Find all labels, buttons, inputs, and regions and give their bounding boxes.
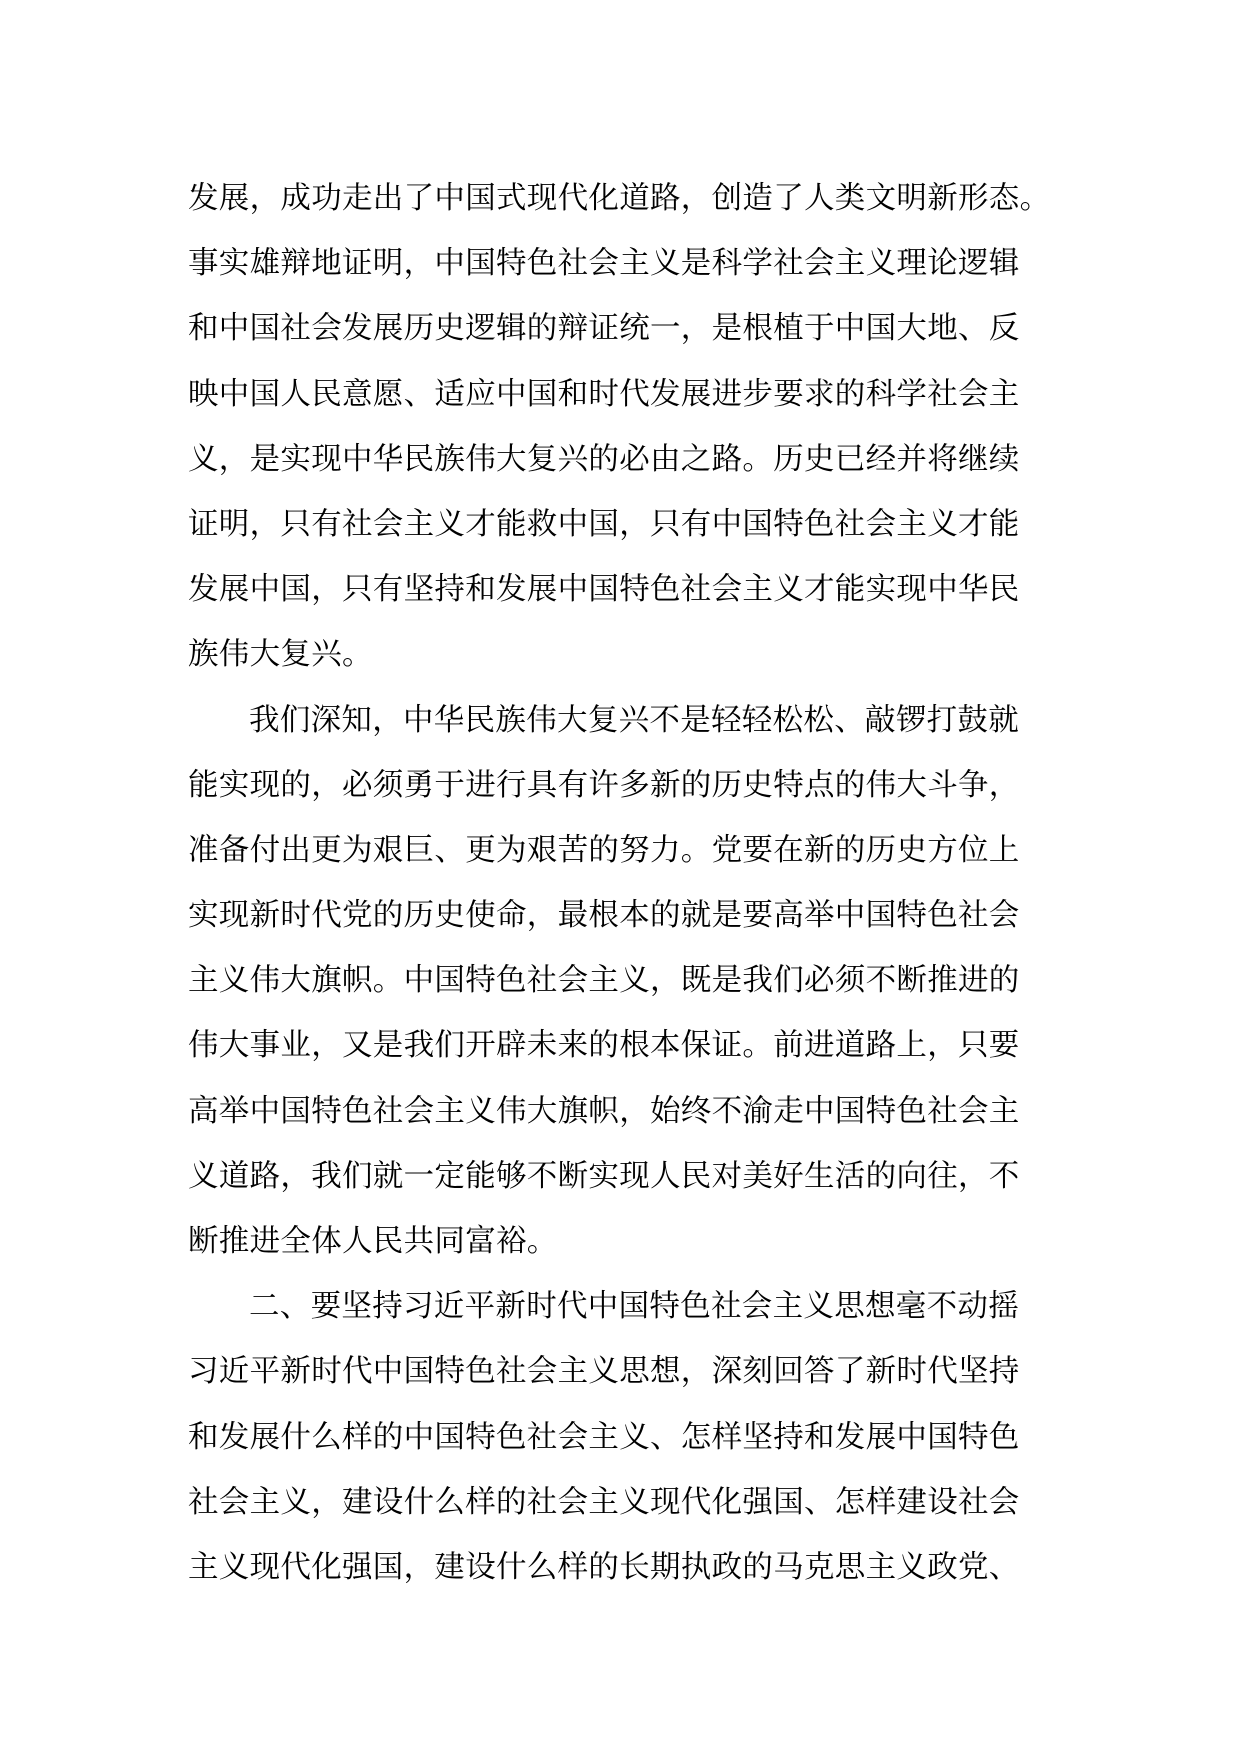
text-line-20: 和发展什么样的中国特色社会主义、怎样坚持和发展中国特色 xyxy=(188,1419,1020,1455)
text-line-7: 发展中国，只有坚持和发展中国特色社会主义才能实现中华民 xyxy=(188,572,1020,608)
text-line-6: 证明，只有社会主义才能救中国，只有中国特色社会主义才能 xyxy=(188,506,1020,542)
text-line-15: 高举中国特色社会主义伟大旗帜，始终不渝走中国特色社会主 xyxy=(188,1093,1020,1129)
text-line-4: 映中国人民意愿、适应中国和时代发展进步要求的科学社会主 xyxy=(188,376,1020,412)
text-line-8: 族伟大复兴。 xyxy=(188,637,373,673)
body-text xyxy=(188,166,1068,1600)
section-heading: 二、要坚持习近平新时代中国特色社会主义思想毫不动摇 xyxy=(249,1289,1019,1325)
text-line-2: 事实雄辩地证明，中国特色社会主义是科学社会主义理论逻辑 xyxy=(188,246,1020,282)
text-line-5: 义，是实现中华民族伟大复兴的必由之路。历史已经并将继续 xyxy=(188,441,1020,477)
text-line-9: 我们深知，中华民族伟大复兴不是轻轻松松、敲锣打鼓就 xyxy=(249,702,1019,738)
text-line-11: 准备付出更为艰巨、更为艰苦的努力。党要在新的历史方位上 xyxy=(188,832,1020,868)
text-line-21: 社会主义，建设什么样的社会主义现代化强国、怎样建设社会 xyxy=(188,1484,1020,1520)
text-line-22: 主义现代化强国，建设什么样的长期执政的马克思主义政党、 xyxy=(188,1549,1020,1585)
text-line-14: 伟大事业，又是我们开辟未来的根本保证。前进道路上，只要 xyxy=(188,1028,1020,1064)
text-line-3: 和中国社会发展历史逻辑的辩证统一，是根植于中国大地、反 xyxy=(188,311,1020,347)
text-line-13: 主义伟大旗帜。中国特色社会主义，既是我们必须不断推进的 xyxy=(188,963,1020,999)
text-line-19: 习近平新时代中国特色社会主义思想，深刻回答了新时代坚持 xyxy=(188,1354,1020,1390)
text-line-17: 断推进全体人民共同富裕。 xyxy=(188,1224,558,1259)
text-line-1: 发展，成功走出了中国式现代化道路，创造了人类文明新形态。 xyxy=(188,181,1051,216)
text-line-12: 实现新时代党的历史使命，最根本的就是要高举中国特色社会 xyxy=(188,898,1020,934)
text-line-16: 义道路，我们就一定能够不断实现人民对美好生活的向往，不 xyxy=(188,1158,1020,1194)
text-line-10: 能实现的，必须勇于进行具有许多新的历史特点的伟大斗争， xyxy=(188,767,1020,803)
